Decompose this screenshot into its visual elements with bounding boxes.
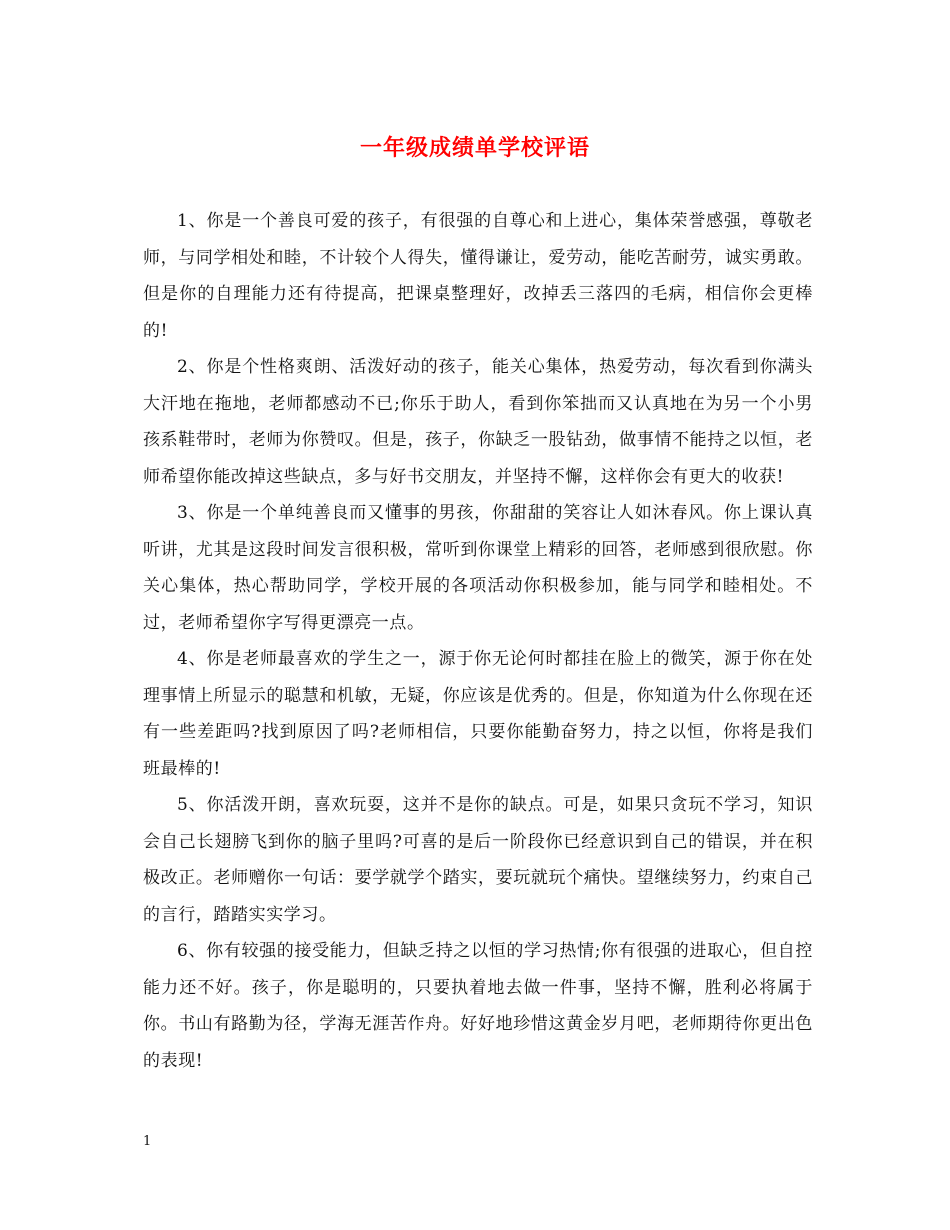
- page-number: 1: [143, 1134, 152, 1149]
- comment-paragraph-5: 5、你活泼开朗，喜欢玩耍，这并不是你的缺点。可是，如果只贪玩不学习，知识会自己长翅膀飞到你的脑子里吗?可喜的是后一阶段你已经意识到自己的错误，并在积极改正。老师赠你一句话：要学就学个踏实，要玩就玩个痛快。望继续努力，约束自己的言行，踏踏实实学习。: [143, 795, 813, 925]
- comment-paragraph-4: 4、你是老师最喜欢的学生之一，源于你无论何时都挂在脸上的微笑，源于你在处理事情上所显示的聪慧和机敏，无疑，你应该是优秀的。但是，你知道为什么你现在还有一些差距吗?找到原因了吗?老师相信，只要你能勤奋努力，持之以恒，你将是我们班最棒的!: [143, 649, 813, 779]
- comment-paragraph-2: 2、你是个性格爽朗、活泼好动的孩子，能关心集体，热爱劳动，每次看到你满头大汗地在拖地，老师都感动不已;你乐于助人，看到你笨拙而又认真地在为另一个小男孩系鞋带时，老师为你赞叹。但是，孩子，你缺乏一股钻劲，做事情不能持之以恒，老师希望你能改掉这些缺点，多与好书交朋友，并坚持不懈，这样你会有更大的收获!: [143, 357, 813, 487]
- document-title: 一年级成绩单学校评语: [359, 135, 590, 161]
- document-body: [143, 203, 813, 1079]
- comment-paragraph-6: 6、你有较强的接受能力，但缺乏持之以恒的学习热情;你有很强的进取心，但自控能力还不好。孩子，你是聪明的，只要执着地去做一件事，坚持不懈，胜利必将属于你。书山有路勤为径，学海无涯苦作舟。好好地珍惜这黄金岁月吧，老师期待你更出色的表现!: [143, 941, 813, 1071]
- comment-paragraph-3: 3、你是一个单纯善良而又懂事的男孩，你甜甜的笑容让人如沐春风。你上课认真听讲，尤其是这段时间发言很积极，常听到你课堂上精彩的回答，老师感到很欣慰。你关心集体，热心帮助同学，学校开展的各项活动你积极参加，能与同学和睦相处。不过，老师希望你字写得更漂亮一点。: [143, 503, 813, 633]
- comment-paragraph-1: 1、你是一个善良可爱的孩子，有很强的自尊心和上进心，集体荣誉感强，尊敬老师，与同学相处和睦，不计较个人得失，懂得谦让，爱劳动，能吃苦耐劳，诚实勇敢。但是你的自理能力还有待提高，把课桌整理好，改掉丢三落四的毛病，相信你会更棒的!: [143, 211, 813, 341]
